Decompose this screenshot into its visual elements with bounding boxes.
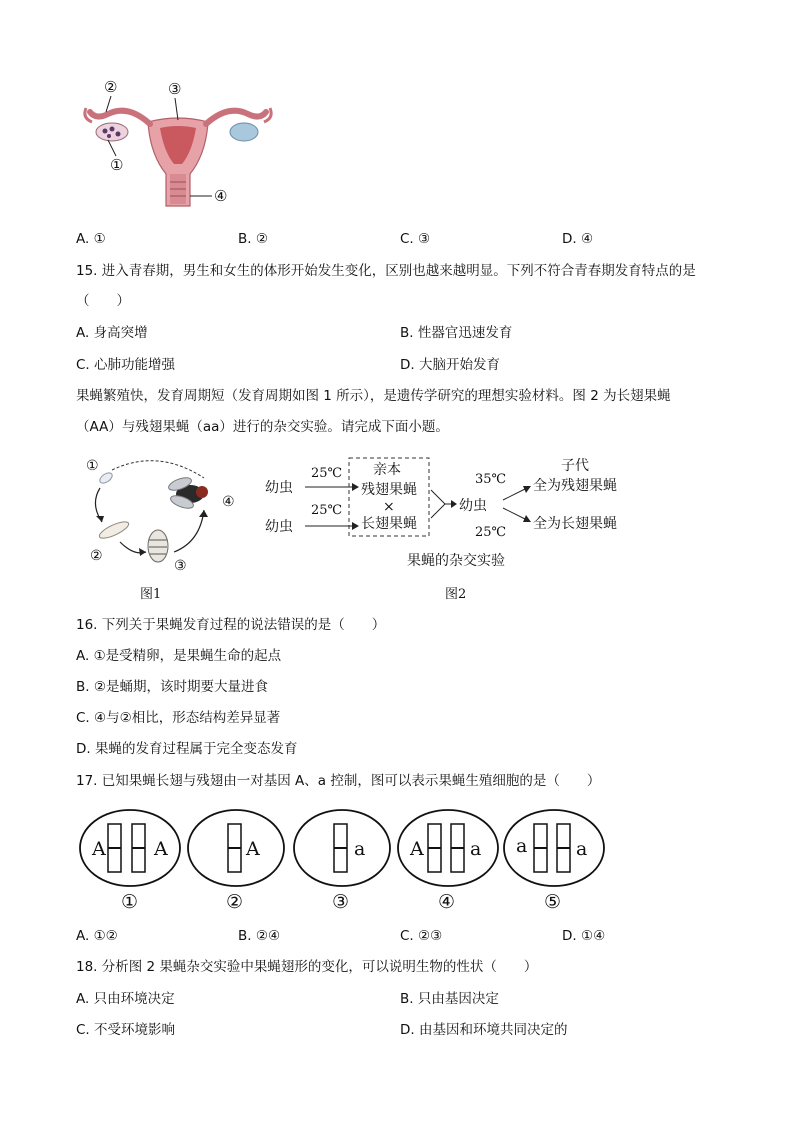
q14-option-d[interactable]: D. ④ (562, 231, 594, 247)
fig2-temp-down: 25℃ (475, 525, 507, 540)
fig1-label-2: ② (90, 548, 103, 564)
q16-stem: 16. 下列关于果蝇发育过程的说法错误的是（ ） (76, 617, 386, 633)
fig2-larva-mid: 幼虫 (459, 498, 487, 514)
q17-option-a[interactable]: A. ①② (76, 928, 118, 944)
anatomy-label-2: ② (104, 78, 118, 96)
fig2-subtitle: 果蝇的杂交实验 (407, 553, 505, 569)
cell-2-right-gene: A (246, 838, 260, 860)
fig2-box-title: 亲本 (373, 462, 401, 478)
q15-stem-line2: （ ） (76, 293, 130, 309)
q17-option-d[interactable]: D. ①④ (562, 928, 606, 944)
q14-option-c[interactable]: C. ③ (400, 231, 431, 247)
cell-1-left-gene: A (92, 838, 106, 860)
fig2-caption: 图2 (445, 587, 467, 602)
fig2-parent-a: 残翅果蝇 (361, 482, 417, 498)
passage-line1: 果蝇繁殖快，发育周期短（发育周期如图 1 所示），是遗传学研究的理想实验材料。图 2 为长翅果蝇 (76, 388, 671, 404)
cell-5-number: ⑤ (544, 891, 562, 913)
fig2-cross: × (383, 499, 395, 515)
fig2-offspring-a: 全为残翅果蝇 (533, 478, 617, 494)
q16-option-d[interactable]: D. 果蝇的发育过程属于完全变态发育 (76, 741, 298, 757)
q17-stem: 17. 已知果蝇长翅与残翅由一对基因 A、a 控制，图可以表示果蝇生殖细胞的是（ ） (76, 773, 601, 789)
cell-4-right-gene: a (470, 838, 482, 860)
cell-1-number: ① (121, 891, 139, 913)
fig2-temp-up: 35℃ (475, 472, 507, 487)
cell-1 (80, 810, 180, 913)
fig2-cross-experiment (255, 452, 645, 612)
cell-4-left-gene: A (410, 838, 424, 860)
cell-1-right-gene: A (154, 838, 168, 860)
fig2-temp-top: 25℃ (311, 466, 343, 481)
q14-option-b[interactable]: B. ② (238, 231, 268, 247)
fig1-label-4: ④ (222, 494, 235, 510)
q16-option-c[interactable]: C. ④与②相比，形态结构差异显著 (76, 710, 281, 726)
q18-option-a[interactable]: A. 只由环境决定 (76, 991, 175, 1007)
q15-option-a[interactable]: A. 身高突增 (76, 325, 148, 341)
fig1-lifecycle (78, 452, 248, 612)
fig2-parent-b: 长翅果蝇 (361, 516, 417, 532)
cell-3-right-gene: a (354, 838, 366, 860)
q18-stem: 18. 分析图 2 果蝇杂交实验中果蝇翅形的变化，可以说明生物的性状（ ） (76, 959, 538, 975)
cell-2 (188, 810, 284, 913)
q16-option-b[interactable]: B. ②是蛹期，该时期要大量进食 (76, 679, 268, 695)
cell-3 (294, 810, 390, 913)
fig1-label-1: ① (86, 458, 99, 474)
cell-4-number: ④ (438, 891, 456, 913)
anatomy-label-4: ④ (214, 187, 228, 205)
anatomy-label-3: ③ (168, 80, 182, 98)
q17-option-b[interactable]: B. ②④ (238, 928, 281, 944)
fig2-offspring-b: 全为长翅果蝇 (533, 516, 617, 532)
cell-3-number: ③ (332, 891, 350, 913)
q15-option-d[interactable]: D. 大脑开始发育 (400, 357, 500, 373)
passage-line2: （AA）与残翅果蝇（aa）进行的杂交实验。请完成下面小题。 (76, 419, 449, 435)
fig2-temp-bottom: 25℃ (311, 503, 343, 518)
q15-stem-line1: 15. 进入青春期，男生和女生的体形开始发生变化，区别也越来越明显。下列不符合青春期发育特点的是 (76, 263, 696, 279)
q18-option-d[interactable]: D. 由基因和环境共同决定的 (400, 1022, 568, 1038)
cell-4 (398, 810, 498, 913)
cell-5-right-gene: a (576, 838, 588, 860)
anatomy-label-1: ① (110, 156, 124, 174)
fig1-label-3: ③ (174, 558, 187, 574)
cell-5-left-gene: a (516, 835, 528, 857)
fig2-larva-top: 幼虫 (265, 480, 293, 496)
q17-cell-figure (76, 806, 616, 916)
fig2-offspring-title: 子代 (561, 458, 589, 474)
anatomy-figure (78, 74, 278, 214)
q17-option-c[interactable]: C. ②③ (400, 928, 443, 944)
q15-option-c[interactable]: C. 心肺功能增强 (76, 357, 176, 373)
fig1-caption: 图1 (140, 587, 162, 602)
q15-option-b[interactable]: B. 性器官迅速发育 (400, 325, 513, 341)
cell-2-number: ② (226, 891, 244, 913)
q14-option-a[interactable]: A. ① (76, 231, 106, 247)
q18-option-c[interactable]: C. 不受环境影响 (76, 1022, 176, 1038)
q18-option-b[interactable]: B. 只由基因决定 (400, 991, 499, 1007)
fig2-larva-bottom: 幼虫 (265, 519, 293, 535)
cell-5 (504, 810, 604, 913)
q16-option-a[interactable]: A. ①是受精卵，是果蝇生命的起点 (76, 648, 282, 664)
